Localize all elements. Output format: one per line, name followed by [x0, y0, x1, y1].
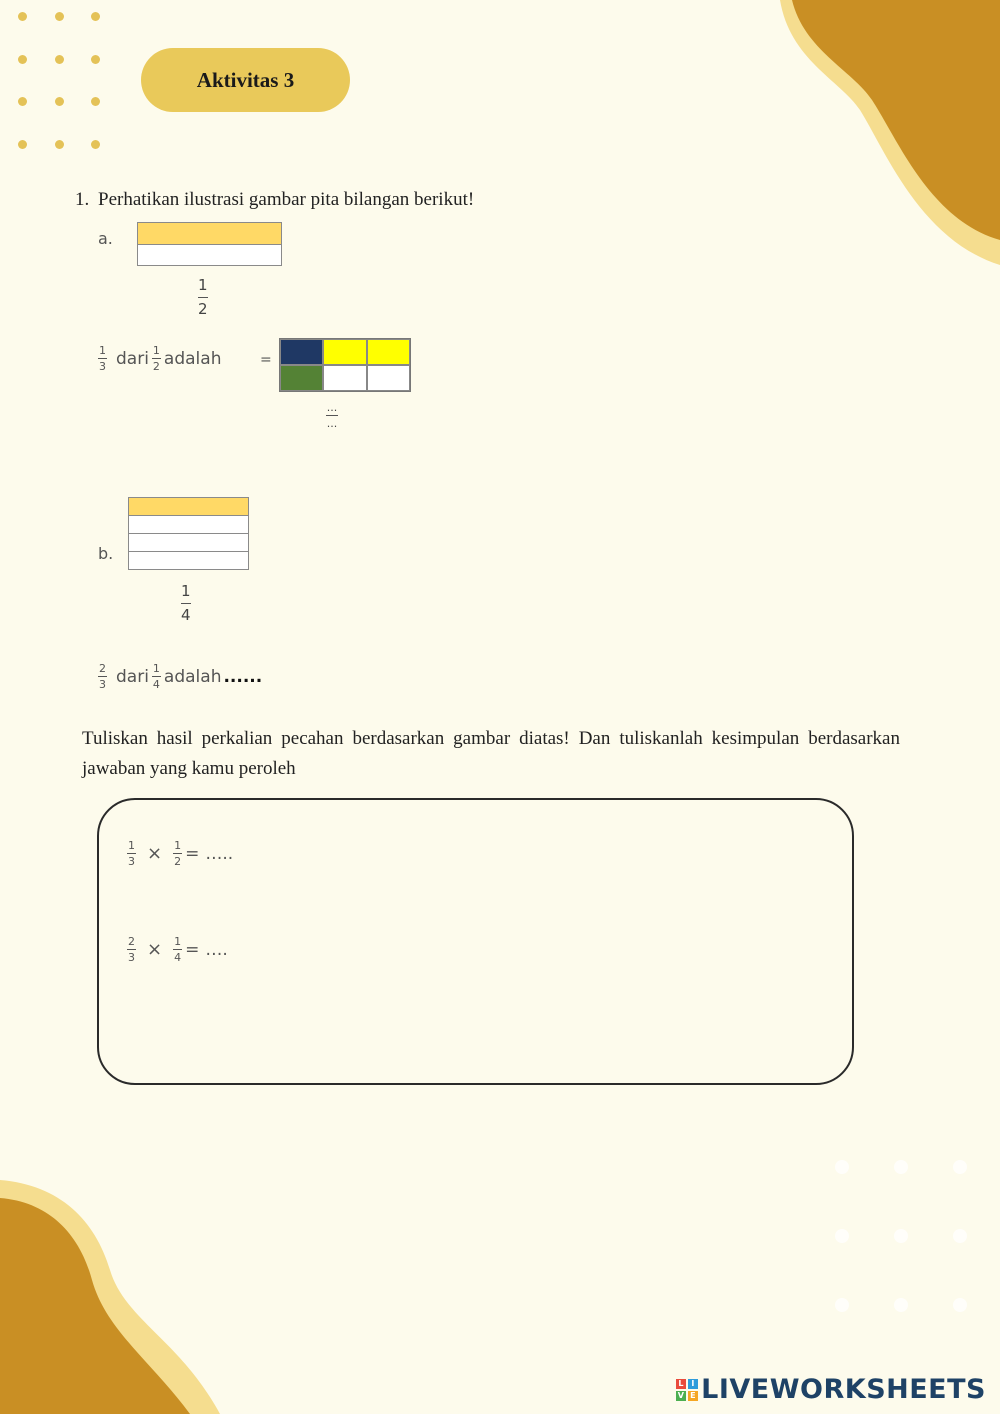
equals-sign: =: [185, 939, 200, 960]
part-b-tail: adalah: [163, 666, 222, 687]
part-a-fraction-1: 1 3: [99, 344, 106, 373]
strip-b-empty: [128, 533, 249, 552]
part-b-strip-fraction: 1 4: [181, 582, 191, 624]
part-b-word: dari: [116, 666, 149, 687]
strip-b-empty: [128, 551, 249, 570]
strip-a-shaded: [137, 222, 282, 245]
grid-cell-yellow: [367, 339, 410, 365]
part-b-blank[interactable]: ......: [223, 666, 263, 687]
strip-a-empty: [137, 244, 282, 266]
part-a-statement: [95, 345, 221, 372]
grid-cell-yellow: [323, 339, 366, 365]
grid-cell-green: [280, 365, 323, 391]
grid-cell-navy: [280, 339, 323, 365]
part-a-fraction-2: 1 2: [152, 344, 160, 373]
bottom-left-decoration: [0, 1180, 225, 1414]
part-a-strip-fraction: 1 2: [198, 276, 208, 318]
answer-1-fraction-2: 1 2: [174, 839, 182, 868]
answer-2-blank[interactable]: ….: [205, 939, 228, 960]
part-b-fraction-2: 1 4: [152, 662, 160, 691]
answer-1-fraction-1: 1 3: [128, 839, 135, 868]
instruction-text: Tuliskan hasil perkalian pecahan berdasarkan gambar diatas! Dan tuliskanlah kesimpulan berdasarkan jawaban yang kamu peroleh: [82, 728, 900, 779]
top-right-decoration: [770, 0, 1000, 270]
answer-row-2: [124, 936, 228, 963]
part-a-grid: [279, 338, 411, 392]
answer-2-fraction-1: 2 3: [128, 935, 135, 964]
part-b-fraction-1: 2 3: [99, 662, 106, 691]
part-a-result-fraction: ... ...: [326, 401, 338, 430]
answer-row-1: [124, 840, 233, 867]
grid-cell-empty: [367, 365, 410, 391]
strip-b-shaded: [128, 497, 249, 516]
part-b-label: b.: [98, 544, 114, 563]
equals-sign: =: [185, 843, 200, 864]
brand-name: LIVEWORKSHEETS: [701, 1374, 986, 1405]
grid-cell-empty: [323, 365, 366, 391]
answer-2-fraction-2: 1 4: [174, 935, 182, 964]
activity-title-badge: [141, 48, 350, 112]
times-sign: ×: [147, 939, 163, 960]
strip-b-empty: [128, 515, 249, 534]
activity-title: Aktivitas 3: [196, 67, 295, 92]
question-number: 1.: [75, 189, 90, 210]
liveworksheets-logo: [676, 1374, 986, 1405]
question-prompt: Perhatikan ilustrasi gambar pita bilangan berikut!: [98, 189, 475, 210]
part-a-tail: adalah: [163, 348, 222, 369]
times-sign: ×: [147, 843, 163, 864]
part-a-word: dari: [116, 348, 149, 369]
part-a-equals: =: [260, 352, 272, 368]
logo-mark-icon: L I V E: [676, 1379, 698, 1401]
part-a-label: a.: [98, 229, 113, 248]
answer-1-blank[interactable]: …..: [205, 843, 234, 864]
part-b-statement: [95, 663, 262, 690]
